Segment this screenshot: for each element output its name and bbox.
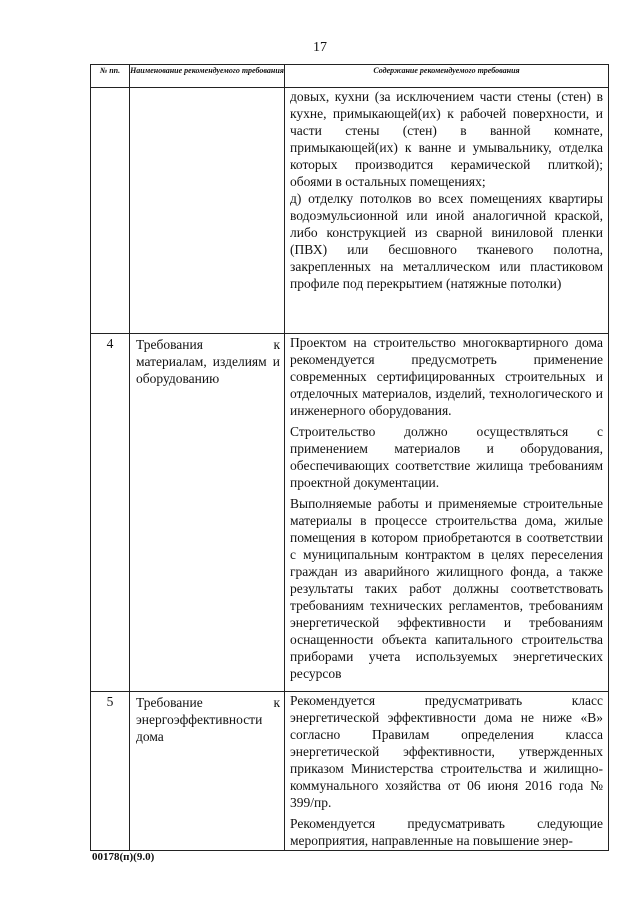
table-row [91, 692, 609, 851]
row-content [285, 88, 609, 334]
requirements-table [90, 64, 609, 851]
row-name: Требования к материалам, изделиям и оборудованию [130, 334, 285, 692]
row-content [285, 334, 609, 692]
document-code: 00178(п)(9.0) [92, 851, 155, 863]
paragraph: Строительство должно осуществляться с применением материалов и оборудования, обеспечивающих соответствие жилища требованиям проектной документации. [290, 424, 603, 490]
paragraph: д) отделку потолков во всех помещениях квартиры водоэмульсионной или иной аналогичной краской, либо конструкцией из сварной виниловой пленки (ПВХ) или бесшовного тканевого полотна, закрепленных на металлическом или пластиковом профиле под перекрытием (натяжные потолки) [290, 191, 603, 291]
table-row [91, 334, 609, 692]
row-name: Требование к энергоэффективности дома [130, 692, 285, 851]
row-num: 4 [91, 334, 130, 692]
table-header-row [91, 65, 609, 88]
table-row [91, 88, 609, 334]
paragraph: Рекомендуется предусматривать класс энергетической эффективности дома не ниже «В» согласно Правилам определения класса энергетической эффективности, утвержденных приказом Министерства строительства и жилищно-коммунального хозяйства от 06 июня 2016 года № 399/пр. [290, 693, 603, 810]
paragraph: Выполняемые работы и применяемые строительные материалы в процессе строительства дома, жилые помещения в котором приобретаются в соответствии с муниципальным контрактом в целях переселения граждан из аварийного жилищного фонда, а также результаты таких работ должны соответствовать требованиям технических регламентов, требованиям энергетической эффективности и требованиям оснащенности объекта капитального строительства приборами учета используемых энергетических ресурсов [290, 496, 603, 681]
header-num: № пп. [91, 65, 130, 88]
paragraph: довых, кухни (за исключением части стены (стен) в кухне, примыкающей(их) к рабочей поверхности, и части стены (стен) в ванной комнате, примыкающей(их) к ванне и умывальнику, отделка которых производится керамической плиткой); обоями в остальных помещениях; [290, 89, 603, 189]
paragraph: Рекомендуется предусматривать следующие мероприятия, направленные на повышение энер- [290, 816, 603, 848]
row-content [285, 692, 609, 851]
row-name [130, 88, 285, 334]
header-name: Наименование рекомендуемого требования [130, 65, 285, 88]
row-num [91, 88, 130, 334]
header-content: Содержание рекомендуемого требования [285, 65, 609, 88]
row-num: 5 [91, 692, 130, 851]
page-number: 17 [313, 40, 327, 55]
paragraph: Проектом на строительство многоквартирного дома рекомендуется предусмотреть применение современных сертифицированных строительных и отделочных материалов, изделий, технологического и инженерного оборудования. [290, 335, 603, 418]
